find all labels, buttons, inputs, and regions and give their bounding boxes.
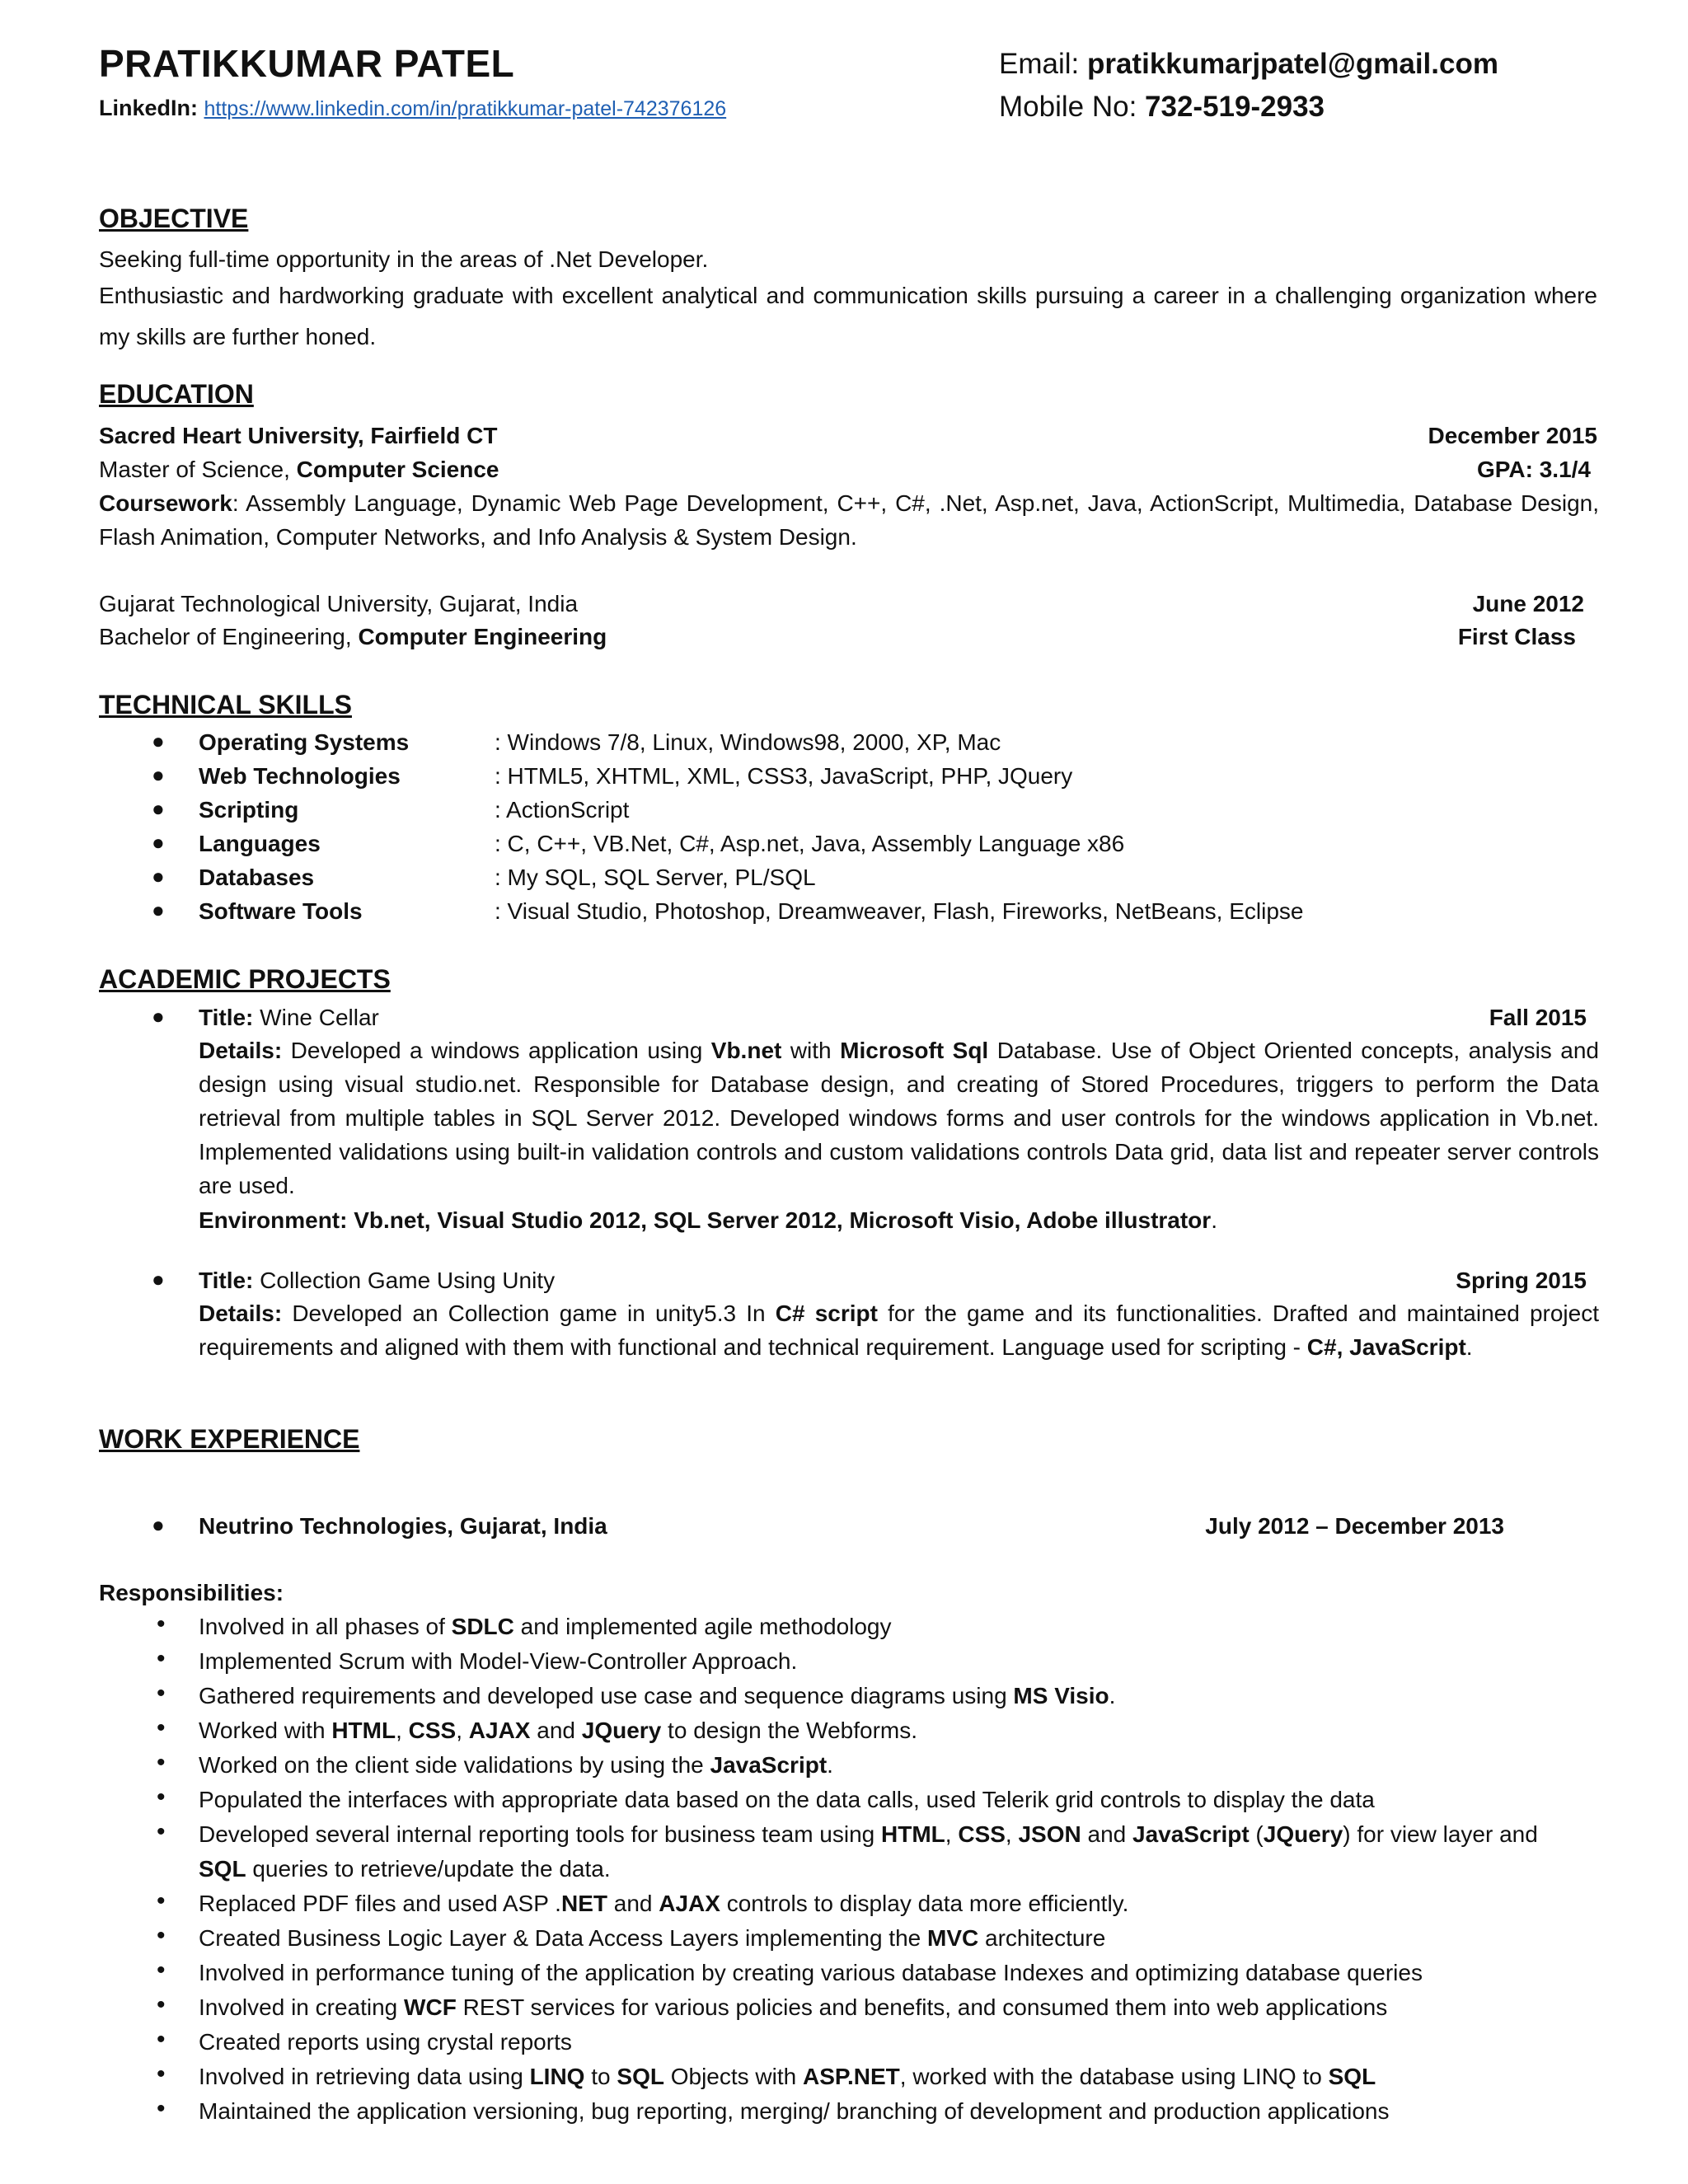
responsibility-bold: MVC	[927, 1925, 979, 1951]
degree1-major: Computer Science	[296, 457, 499, 482]
skill-label: Software Tools	[199, 898, 363, 924]
company-name: Neutrino Technologies, Gujarat, India	[199, 1513, 607, 1539]
bullet-icon: •	[157, 1783, 166, 1811]
school1-date: December 2015	[1428, 423, 1597, 448]
responsibility-text: ,	[945, 1821, 959, 1847]
bullet-icon: •	[157, 1714, 166, 1741]
project2-details-text: for the game and its functionalities. Drafted and maintained project requirements and aligned with them with functional and technical requirement. Language used for scripting -	[199, 1301, 1599, 1360]
project1-title-label: Title:	[199, 1005, 254, 1030]
responsibility-text: and implemented agile methodology	[513, 1614, 892, 1639]
project2-details-text: .	[1465, 1334, 1473, 1360]
company-dates: July 2012 – December 2013	[1205, 1513, 1504, 1539]
bullet-icon: •	[157, 1887, 166, 1915]
responsibility-item	[199, 1610, 892, 1643]
project2-details	[199, 1296, 1599, 1364]
responsibility-item	[199, 2025, 572, 2059]
coursework-label: Coursework	[99, 490, 232, 516]
bullet-icon: ●	[152, 1004, 165, 1029]
responsibility-item	[199, 1748, 833, 1782]
coursework-text: : Assembly Language, Dynamic Web Page Development, C++, C#, .Net, Asp.net, Java, ActionScript, Multimedia, Database Design, Flash Animation, Computer Networks, and Info Analysis & System Design.	[99, 490, 1599, 550]
responsibility-text: Involved in creating	[199, 1994, 405, 2020]
project2-details-bold: C#, JavaScript	[1306, 1334, 1466, 1360]
responsibility-text: architecture	[978, 1925, 1106, 1951]
skill-label: Web Technologies	[199, 763, 401, 789]
bullet-icon: •	[157, 1922, 166, 1949]
responsibility-text: Populated the interfaces with appropriate data based on the data calls, used Telerik grid controls to display the data	[199, 1787, 1375, 1812]
work-heading: WORK EXPERIENCE	[99, 1424, 360, 1454]
responsibility-text: Gathered requirements and developed use case and sequence diagrams using	[199, 1683, 1014, 1708]
bullet-icon: ●	[152, 864, 165, 888]
responsibility-item	[199, 2060, 1376, 2093]
project2-title	[199, 1263, 555, 1297]
bullet-icon: •	[157, 1610, 166, 1638]
project2-details-text: Developed an Collection game in unity5.3 In	[282, 1301, 776, 1326]
responsibility-item	[199, 1713, 917, 1747]
responsibility-text: .	[1109, 1683, 1116, 1708]
project1-date: Fall 2015	[1489, 1005, 1587, 1030]
responsibility-bold: SQL	[1328, 2064, 1376, 2089]
responsibilities-label: Responsibilities:	[99, 1580, 284, 1605]
responsibility-text: Developed several internal reporting tools for business team using	[199, 1821, 882, 1847]
responsibility-text: Maintained the application versioning, bug reporting, merging/ branching of development and production applications	[199, 2098, 1390, 2124]
responsibility-text: and	[607, 1891, 659, 1916]
skill-label: Scripting	[199, 797, 299, 823]
school2-name: Gujarat Technological University, Gujarat, India	[99, 591, 579, 616]
project2-title-text: Collection Game Using Unity	[253, 1268, 556, 1293]
responsibility-bold: AJAX	[659, 1891, 720, 1916]
responsibility-bold: SDLC	[451, 1614, 514, 1639]
responsibility-text: controls to display data more efficiently.	[720, 1891, 1129, 1916]
bullet-icon: •	[157, 1818, 166, 1845]
responsibility-bold: JavaScript	[710, 1752, 828, 1778]
responsibility-bold: LINQ	[529, 2064, 585, 2089]
responsibility-text: ,	[1005, 1821, 1019, 1847]
responsibility-bold: JQuery	[581, 1718, 662, 1743]
skill-value: : HTML5, XHTML, XML, CSS3, JavaScript, PHP, JQuery	[495, 763, 1073, 789]
bullet-icon: •	[157, 2095, 166, 2122]
responsibility-bold: WCF	[404, 1994, 457, 2020]
bullet-icon: ●	[152, 762, 165, 787]
responsibility-text: , worked with the database using LINQ to	[899, 2064, 1329, 2089]
project2-details-bold: C# script	[775, 1301, 878, 1326]
responsibility-bold: AJAX	[468, 1718, 531, 1743]
objective-line2: Enthusiastic and hardworking graduate with excellent analytical and communication skills pursuing a career in a challenging organization where my skills are further honed.	[99, 283, 1597, 349]
project1-title-text: Wine Cellar	[253, 1005, 379, 1030]
bullet-icon: ●	[152, 1267, 165, 1291]
responsibility-text: .	[827, 1752, 833, 1778]
responsibility-text: ) for view layer and	[1343, 1821, 1538, 1847]
responsibility-text: Created reports using crystal reports	[199, 2029, 572, 2055]
responsibility-item	[199, 1990, 1387, 2024]
skills-heading: TECHNICAL SKILLS	[99, 690, 352, 719]
bullet-icon: •	[157, 1680, 166, 1707]
responsibility-text: to	[584, 2064, 617, 2089]
bullet-icon: ●	[152, 796, 165, 821]
degree2-prefix: Bachelor of Engineering,	[99, 624, 359, 649]
degree1-prefix: Master of Science,	[99, 457, 297, 482]
project2-details-label: Details:	[199, 1301, 283, 1326]
responsibility-item	[199, 1956, 1423, 1990]
responsibility-bold: ASP.NET	[803, 2064, 900, 2089]
responsibility-text: (	[1249, 1821, 1264, 1847]
email-address[interactable]: pratikkumarjpatel@gmail.com	[1086, 48, 1498, 80]
project1-details-label: Details:	[199, 1038, 283, 1063]
degree2	[99, 620, 607, 654]
responsibility-text: Objects with	[663, 2064, 804, 2089]
candidate-name: PRATIKKUMAR PATEL	[99, 42, 515, 85]
responsibility-bold: JavaScript	[1132, 1821, 1250, 1847]
bullet-icon: •	[157, 1749, 166, 1776]
responsibility-text: ,	[456, 1718, 469, 1743]
skill-value: : My SQL, SQL Server, PL/SQL	[495, 865, 816, 890]
responsibility-item	[199, 1679, 1115, 1713]
mobile-line	[999, 91, 1325, 124]
responsibility-text: and	[1081, 1821, 1133, 1847]
bullet-icon: •	[157, 1645, 166, 1672]
degree1	[99, 452, 499, 486]
bullet-icon: •	[157, 2060, 166, 2088]
project1-environment	[199, 1203, 1217, 1237]
responsibility-text: Worked on the client side validations by using the	[199, 1752, 710, 1778]
skill-value: : Windows 7/8, Linux, Windows98, 2000, XP, Mac	[495, 729, 1001, 755]
responsibility-bold: SQL	[199, 1856, 246, 1882]
responsibility-text: Implemented Scrum with Model-View-Controller Approach.	[199, 1648, 798, 1674]
responsibility-text: Involved in retrieving data using	[199, 2064, 530, 2089]
skill-label: Languages	[199, 831, 321, 856]
skill-label: Databases	[199, 865, 315, 890]
responsibility-text: and	[530, 1718, 582, 1743]
responsibility-text: Created Business Logic Layer & Data Access Layers implementing the	[199, 1925, 928, 1951]
responsibility-text: REST services for various policies and benefits, and consumed them into web applications	[456, 1994, 1388, 2020]
responsibility-text: Worked with	[199, 1718, 332, 1743]
objective-line1: Seeking full-time opportunity in the areas of .Net Developer.	[99, 246, 709, 272]
email-label: Email:	[999, 48, 1087, 80]
responsibility-text: Replaced PDF files and used ASP .	[199, 1891, 561, 1916]
mobile-number: 732-519-2933	[1145, 91, 1325, 123]
coursework	[99, 486, 1599, 554]
bullet-icon: •	[157, 1957, 166, 1984]
bullet-icon: ●	[152, 830, 165, 855]
project1-title	[199, 1001, 379, 1034]
responsibility-bold: CSS	[958, 1821, 1006, 1847]
mobile-label: Mobile No:	[999, 91, 1146, 123]
objective-heading: OBJECTIVE	[99, 204, 249, 233]
projects-heading: ACADEMIC PROJECTS	[99, 964, 391, 994]
bullet-icon: ●	[152, 1512, 165, 1537]
skill-label: Operating Systems	[199, 729, 410, 755]
responsibility-text: queries to retrieve/update the data.	[246, 1856, 611, 1882]
project2-date: Spring 2015	[1456, 1268, 1587, 1293]
project1-details-text: Database. Use of Object Oriented concepts, analysis and design using visual studio.net. Responsible for Database design, and creating of Stored Procedures, triggers to perform the Data retrieval from multiple tables in SQL Server 2012. Developed windows forms and user controls for the windows application in Vb.net. Implemented validations using built-in validation controls and custom validations controls Data grid, data list and repeater server controls are used.	[199, 1038, 1599, 1198]
skill-value: : Visual Studio, Photoshop, Dreamweaver, Flash, Fireworks, NetBeans, Eclipse	[495, 898, 1304, 924]
responsibility-bold: JQuery	[1263, 1821, 1343, 1847]
project2-title-label: Title:	[199, 1268, 254, 1293]
responsibility-item	[199, 1783, 1375, 1816]
bullet-icon: •	[157, 2026, 166, 2053]
linkedin-label: LinkedIn:	[99, 96, 204, 120]
skill-value: : C, C++, VB.Net, C#, Asp.net, Java, Assembly Language x86	[495, 831, 1125, 856]
responsibility-text: to design the Webforms.	[661, 1718, 918, 1743]
project1-details-bold: Vb.net	[710, 1038, 782, 1063]
bullet-icon: ●	[152, 898, 165, 922]
responsibility-text: ,	[396, 1718, 409, 1743]
responsibility-bold: MS Visio	[1013, 1683, 1109, 1708]
project1-environment-end: .	[1211, 1207, 1217, 1233]
responsibility-item	[199, 1817, 1592, 1886]
responsibility-item	[199, 1886, 1128, 1920]
school1-name: Sacred Heart University, Fairfield CT	[99, 423, 498, 448]
bullet-icon: ●	[152, 729, 165, 753]
school2-date: June 2012	[1472, 591, 1584, 616]
project1-environment-text: Environment: Vb.net, Visual Studio 2012, SQL Server 2012, Microsoft Visio, Adobe illustrator	[199, 1207, 1212, 1233]
class2: First Class	[1457, 624, 1576, 649]
project1-details-text: Developed a windows application using	[282, 1038, 711, 1063]
project1-details-text: with	[781, 1038, 841, 1063]
gpa1: GPA: 3.1/4	[1477, 457, 1591, 482]
responsibility-item	[199, 1921, 1105, 1955]
responsibility-bold: JSON	[1018, 1821, 1081, 1847]
responsibility-item	[199, 2094, 1390, 2128]
project1-details	[199, 1033, 1599, 1202]
email-line	[999, 48, 1498, 81]
responsibility-text: Involved in all phases of	[199, 1614, 452, 1639]
responsibility-bold: HTML	[881, 1821, 945, 1847]
degree2-major: Computer Engineering	[358, 624, 607, 649]
project1-details-bold: Microsoft Sql	[840, 1038, 989, 1063]
responsibility-text: Involved in performance tuning of the application by creating various database Indexes and optimizing database queries	[199, 1960, 1423, 1985]
bullet-icon: •	[157, 1991, 166, 2018]
linkedin-link[interactable]: https://www.linkedin.com/in/pratikkumar-patel-742376126	[204, 97, 727, 120]
responsibility-item	[199, 1644, 797, 1678]
education-heading: EDUCATION	[99, 379, 254, 409]
skill-value: : ActionScript	[495, 797, 630, 823]
responsibility-bold: HTML	[331, 1718, 396, 1743]
linkedin-line	[99, 96, 726, 121]
responsibility-bold: CSS	[408, 1718, 457, 1743]
responsibility-bold: SQL	[617, 2064, 664, 2089]
responsibility-bold: NET	[560, 1891, 607, 1916]
